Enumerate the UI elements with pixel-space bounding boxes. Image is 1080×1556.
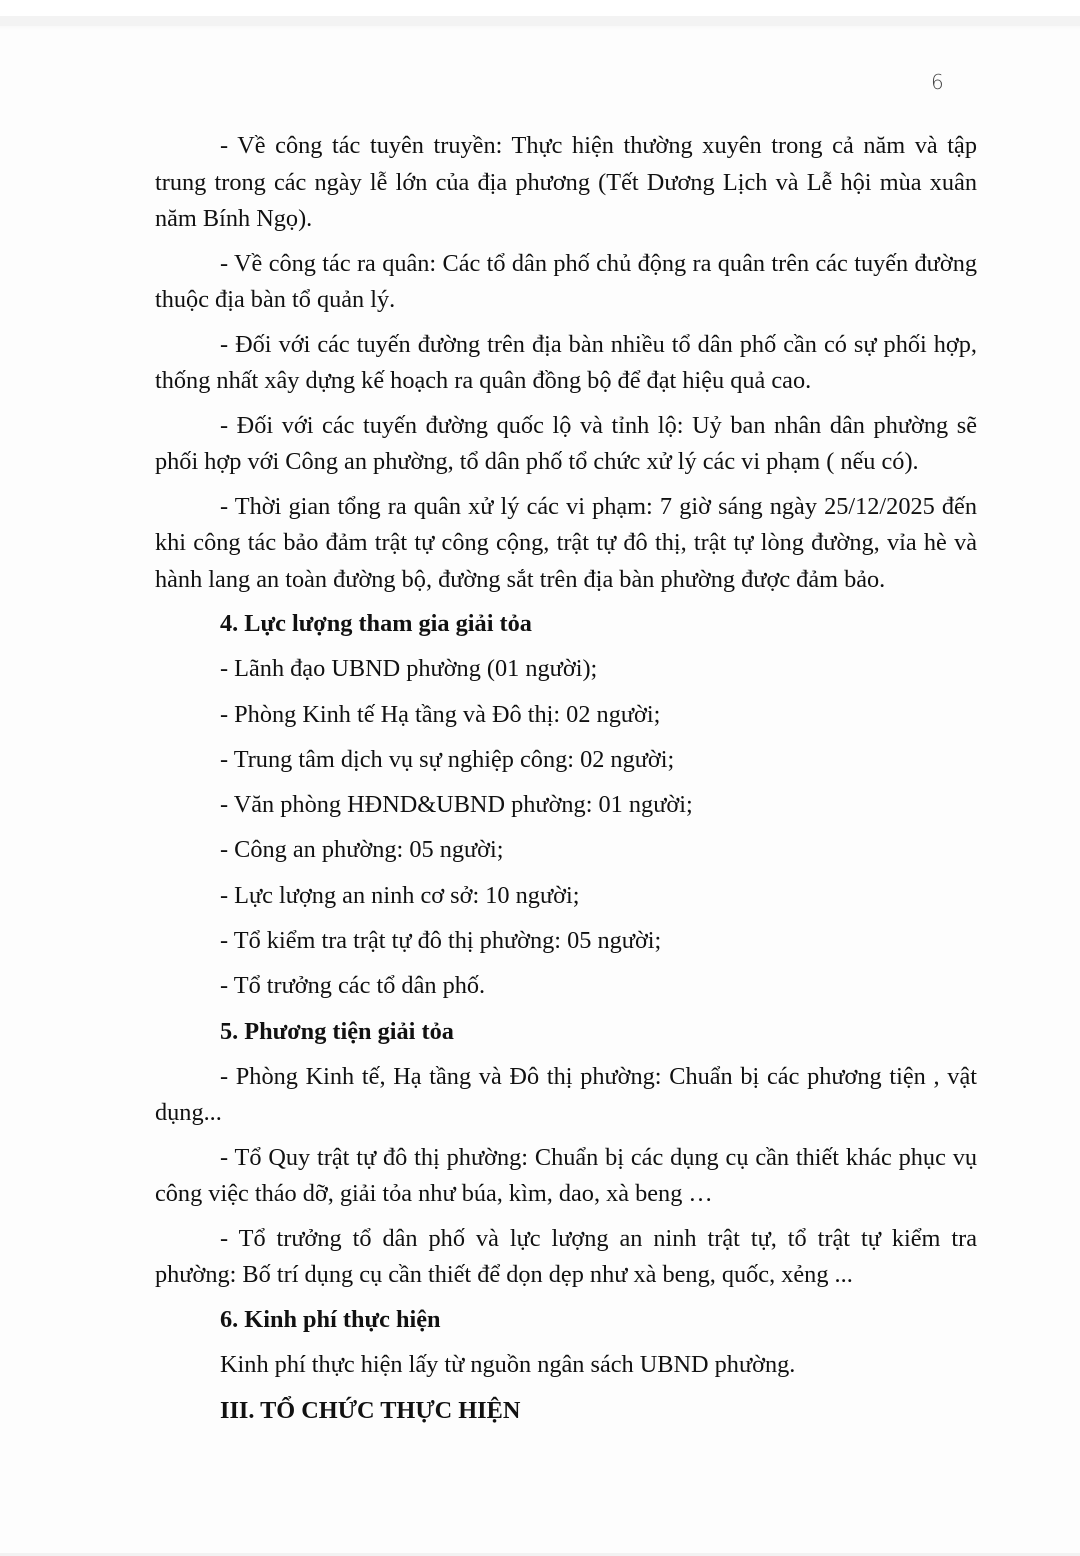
- paragraph-deployment: - Về công tác ra quân: Các tổ dân phố chủ động ra quân trên các tuyến đường thuộc địa bàn tổ quản lý.: [155, 249, 977, 313]
- personnel-list-item: - Trung tâm dịch vụ sự nghiệp công: 02 người;: [220, 745, 675, 773]
- paragraph-coordination: - Đối với các tuyến đường trên địa bàn nhiều tổ dân phố cần có sự phối hợp, thống nhất xây dựng kế hoạch ra quân đồng bộ để đạt hiệu quả cao.: [155, 330, 977, 394]
- paragraph-equipment-infrastructure: - Phòng Kinh tế, Hạ tầng và Đô thị phường: Chuẩn bị các phương tiện , vật dụng...: [155, 1062, 977, 1127]
- page-number: 6: [931, 70, 944, 94]
- personnel-list-item: - Tổ trưởng các tổ dân phố.: [220, 972, 486, 1000]
- paragraph-schedule: - Thời gian tổng ra quân xử lý các vi phạm: 7 giờ sáng ngày 25/12/2025 đến khi công tác bảo đảm trật tự công cộng, trật tự đô thị, trật tự lòng đường, vỉa hè và hành lang an toàn đường bộ, đường sắt trên địa bàn phường được đảm bảo.: [155, 492, 977, 593]
- section-5-heading: 5. Phương tiện giải tỏa: [220, 1017, 454, 1045]
- personnel-list-item: - Phòng Kinh tế Hạ tầng và Đô thị: 02 người;: [220, 700, 661, 728]
- section-6-heading: 6. Kinh phí thực hiện: [220, 1305, 441, 1333]
- personnel-list-item: - Công an phường: 05 người;: [220, 836, 504, 864]
- section-4-heading: 4. Lực lượng tham gia giải tỏa: [220, 610, 532, 637]
- personnel-list-item: - Lãnh đạo UBND phường (01 người);: [220, 655, 598, 683]
- paragraph-equipment-residential: - Tổ trưởng tổ dân phố và lực lượng an ninh trật tự, tổ trật tự kiểm tra phường: Bố trí dụng cụ cần thiết để dọn dẹp như xà beng, quốc, xẻng ...: [155, 1224, 977, 1289]
- viewer-top-strip: [0, 16, 1080, 26]
- paragraph-propaganda: - Về công tác tuyên truyền: Thực hiện thường xuyên trong cả năm và tập trung trong các ngày lễ lớn của địa phương (Tết Dương Lịch và Lễ hội mùa xuân năm Bính Ngọ).: [155, 132, 977, 232]
- personnel-list-item: - Tổ kiểm tra trật tự đô thị phường: 05 người;: [220, 927, 662, 955]
- personnel-list-item: - Văn phòng HĐND&UBND phường: 01 người;: [220, 791, 693, 819]
- personnel-list-item: - Lực lượng an ninh cơ sở: 10 người;: [220, 881, 580, 909]
- paragraph-highways: - Đối với các tuyến đường quốc lộ và tỉnh lộ: Uỷ ban nhân dân phường sẽ phối hợp với Công an phường, tổ dân phố tổ chức xử lý các vi phạm ( nếu có).: [155, 411, 977, 475]
- section-iii-heading: III. TỔ CHỨC THỰC HIỆN: [220, 1396, 521, 1424]
- document-body: [155, 128, 977, 1438]
- paragraph-funding: Kinh phí thực hiện lấy từ nguồn ngân sách UBND phường.: [220, 1351, 796, 1379]
- paragraph-equipment-urban-order: - Tổ Quy trật tự đô thị phường: Chuẩn bị các dụng cụ cần thiết khác phục vụ công việc tháo dỡ, giải tỏa như búa, kìm, dao, xà beng …: [155, 1143, 977, 1208]
